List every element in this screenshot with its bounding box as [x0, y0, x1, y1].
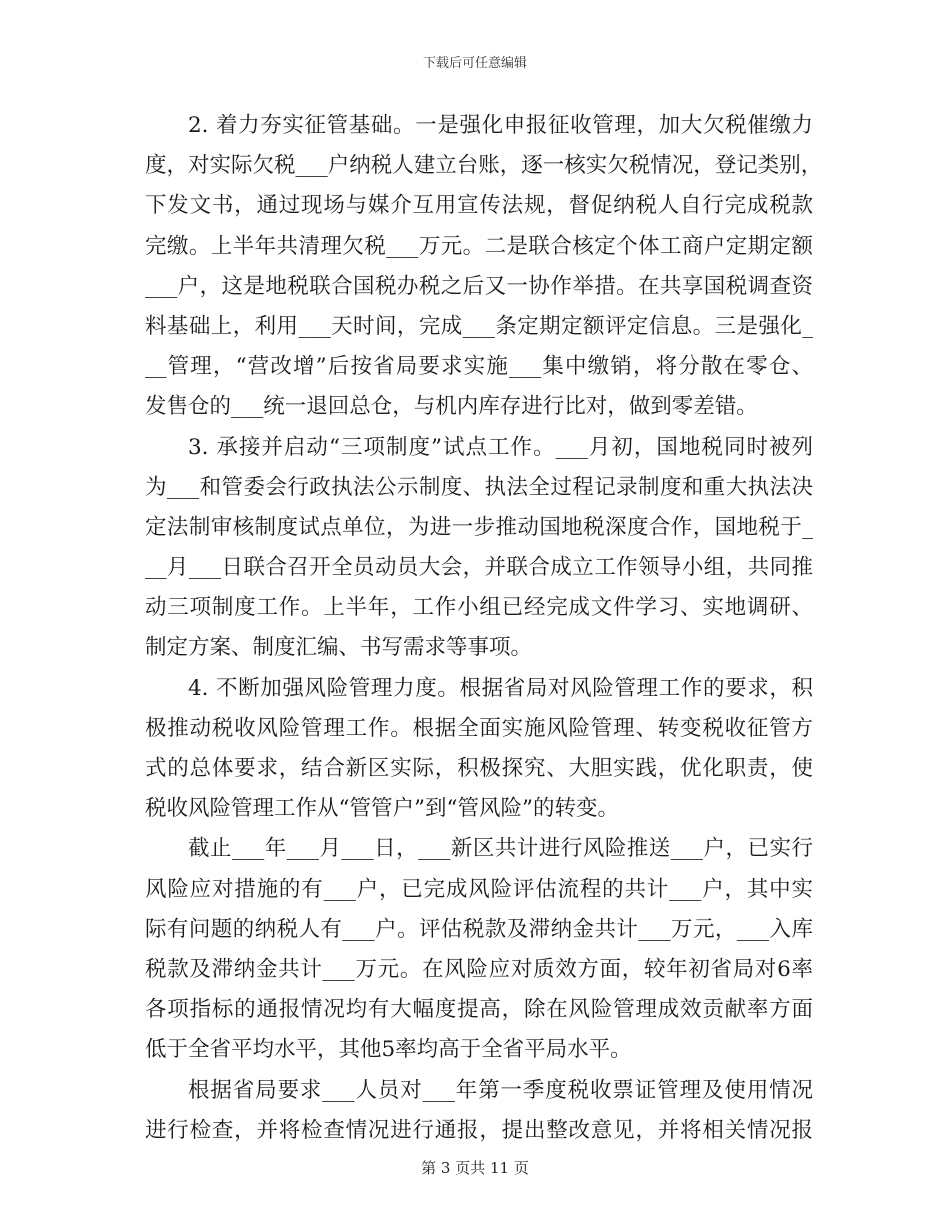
text-line: 发售仓的___统一退回总仓，与机内库存进行比对，做到零差错。	[145, 394, 758, 420]
text-line: 3. 承接并启动“三项制度”试点工作。___月初，国地税同时被列	[188, 434, 813, 460]
text-line: 税款及滞纳金共计___万元。在风险应对质效方面，较年初省局对6率	[145, 956, 813, 982]
text-line: 完缴。上半年共清理欠税___万元。二是联合核定个体工商户定期定额	[145, 233, 813, 259]
text-line: 2. 着力夯实征管基础。一是强化申报征收管理，加大欠税催缴力	[188, 113, 813, 138]
text-line: 动三项制度工作。上半年，工作小组已经完成文件学习、实地调研、	[145, 595, 813, 621]
paragraph-1	[145, 106, 823, 428]
page-footer: 第 3 页共 11 页	[421, 1159, 529, 1177]
text-line: 为___和管委会行政执法公示制度、执法全过程记录制度和重大执法决	[145, 474, 813, 500]
paragraph-4	[145, 829, 813, 1070]
text-line: 各项指标的通报情况均有大幅度提高，除在风险管理成效贡献率方面	[145, 997, 813, 1023]
paragraph-5	[145, 1071, 813, 1151]
text-line: 极推动税收风险管理工作。根据全面实施风险管理、转变税收征管方	[145, 715, 813, 741]
text-line: 风险应对措施的有___户，已完成风险评估流程的共计___户，其中实	[145, 876, 813, 902]
text-line: __月___日联合召开全员动员大会，并联合成立工作领导小组，共同推	[145, 555, 813, 581]
text-line: 制定方案、制度汇编、书写需求等事项。	[145, 635, 533, 661]
text-line: 际有问题的纳税人有___户。评估税款及滞纳金共计___万元，___入库	[145, 916, 813, 942]
document-body	[145, 106, 823, 1151]
text-line: 4. 不断加强风险管理力度。根据省局对风险管理工作的要求，积	[188, 675, 813, 701]
text-line: __管理，“营改增”后按省局要求实施___集中缴销，将分散在零仓、	[145, 354, 813, 380]
text-line: ___户，这是地税联合国税办税之后又一协作举措。在共享国税调查资	[145, 273, 813, 299]
text-line: 税收风险管理工作从“管管户”到“管风险”的转变。	[145, 796, 619, 822]
text-line: 进行检查，并将检查情况进行通报，提出整改意见，并将相关情况报	[145, 1117, 813, 1143]
text-line: 料基础上，利用___天时间，完成___条定期定额评定信息。三是强化_	[145, 313, 813, 339]
paragraph-2	[145, 428, 813, 669]
text-line: 定法制审核制度试点单位，为进一步推动国地税深度合作，国地税于_	[145, 514, 813, 540]
text-line: 度，对实际欠税___户纳税人建立台账，逐一核实欠税情况，登记类别，	[145, 153, 823, 179]
paragraph-3	[145, 669, 813, 830]
page-header: 下载后可任意编辑	[422, 56, 527, 71]
text-line: 式的总体要求，结合新区实际，积极探究、大胆实践，优化职责，使	[145, 756, 813, 781]
text-line: 低于全省平均水平，其他5率均高于全省平局水平。	[145, 1037, 632, 1063]
text-line: 截止___年___月___日，___新区共计进行风险推送___户，已实行	[188, 836, 813, 862]
text-line: 下发文书，通过现场与媒介互用宣传法规，督促纳税人自行完成税款	[145, 193, 813, 219]
text-line: 根据省局要求___人员对___年第一季度税收票证管理及使用情况	[188, 1077, 813, 1103]
